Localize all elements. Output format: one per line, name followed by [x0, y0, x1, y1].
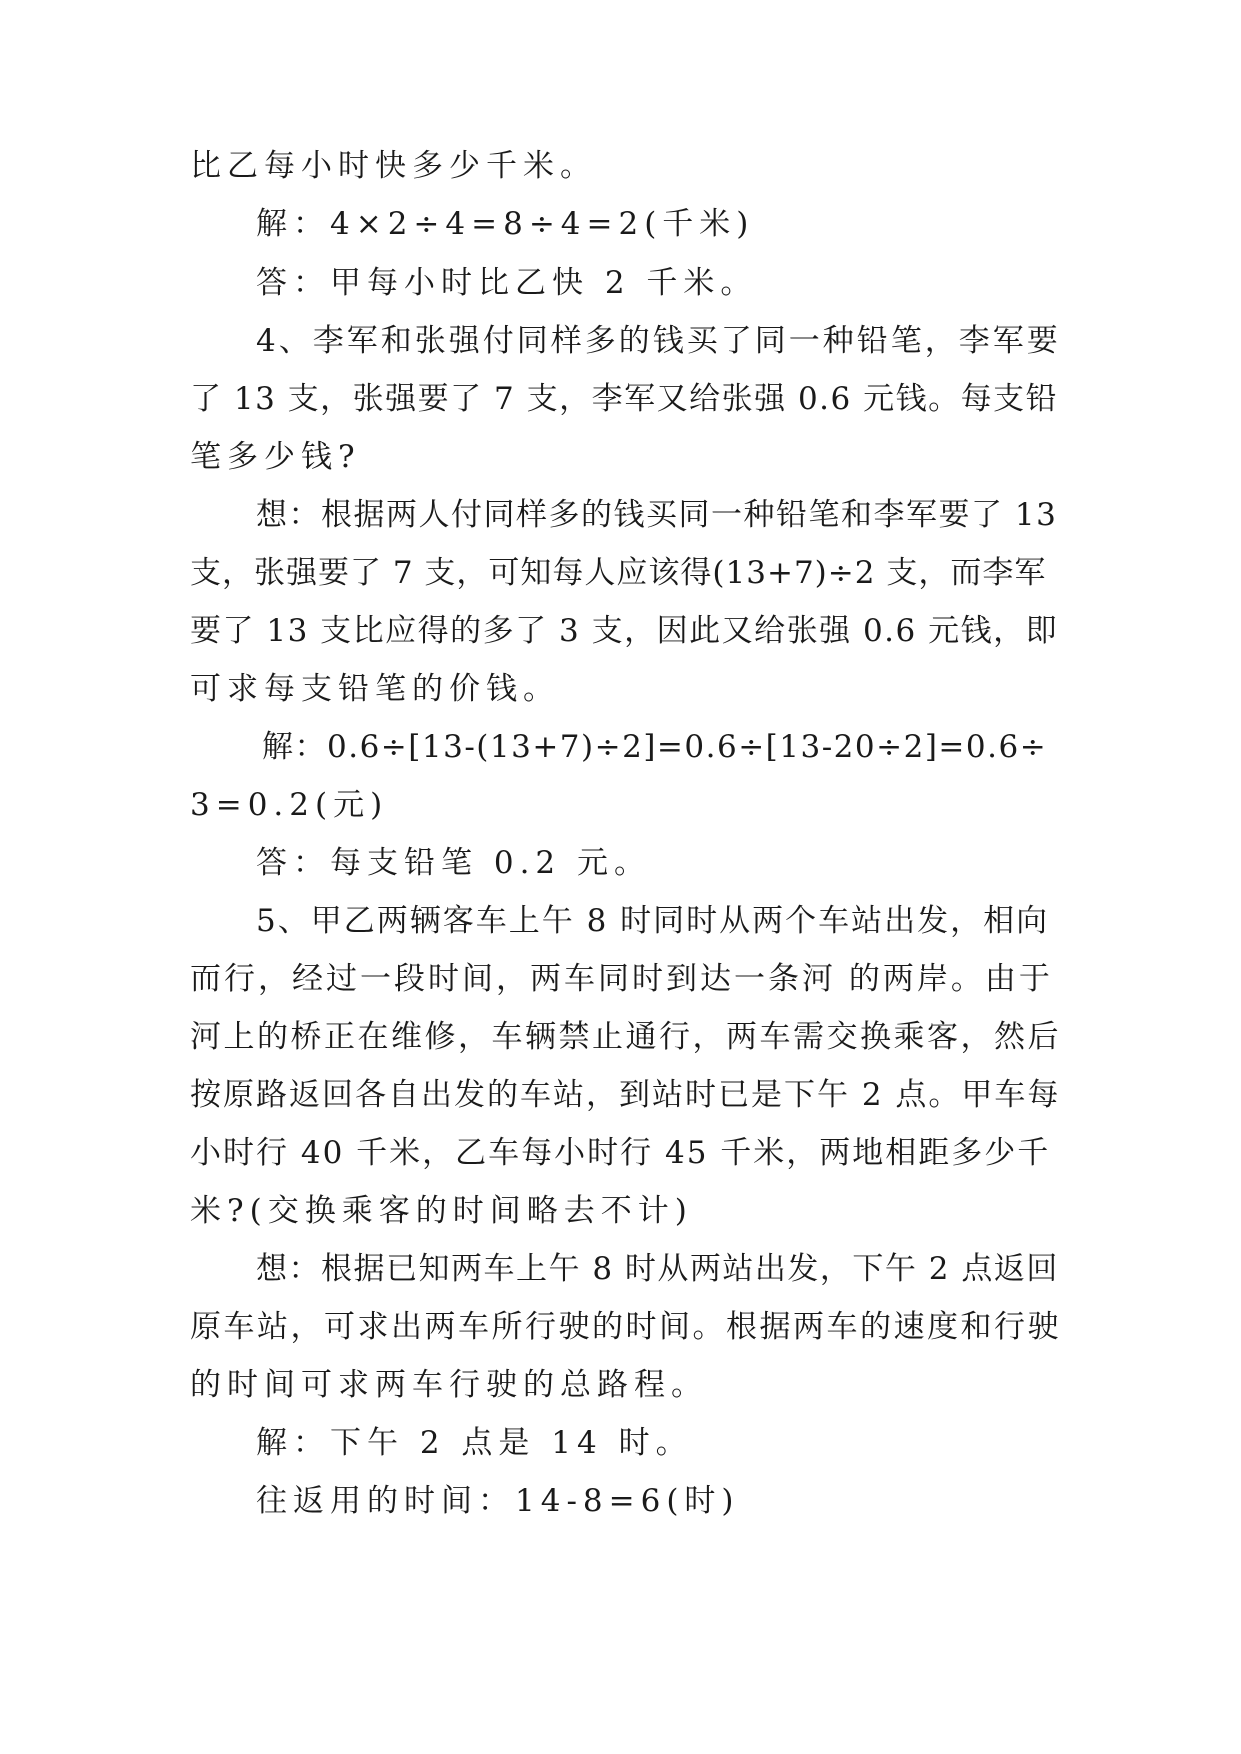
- text-line: 河上的桥正在维修，车辆禁止通行，两车需交换乘客，然后: [190, 1019, 1061, 1055]
- text-line: 往返用的时间：14-8=6(时): [256, 1483, 740, 1519]
- text-line: 比乙每小时快多少千米。: [190, 148, 597, 184]
- text-line: 答：甲每小时比乙快 2 千米。: [256, 265, 758, 301]
- text-line: 解：下午 2 点是 14 时。: [256, 1425, 693, 1461]
- text-line: 5、甲乙两辆客车上午 8 时同时从两个车站出发，相向: [256, 903, 1050, 939]
- text-line: 而行，经过一段时间，两车同时到达一条河 的两岸。由于: [190, 961, 1053, 997]
- text-line: 3=0.2(元): [190, 787, 389, 823]
- text-line: 4、李军和张强付同样多的钱买了同一种铅笔，李军要: [256, 323, 1061, 359]
- text-line: 按原路返回各自出发的车站，到站时已是下午 2 点。甲车每: [190, 1077, 1061, 1113]
- text-line: 了 13 支，张强要了 7 支，李军又给张强 0.6 元钱。每支铅: [190, 381, 1059, 417]
- text-line: 想：根据两人付同样多的钱买同一种铅笔和李军要了 13: [256, 497, 1058, 533]
- text-line: 解：4×2÷4=8÷4=2(千米): [256, 206, 755, 242]
- text-line: 米?(交换乘客的时间略去不计): [190, 1193, 693, 1229]
- text-line: 原车站，可求出两车所行驶的时间。根据两车的速度和行驶: [190, 1309, 1061, 1345]
- text-line: 答：每支铅笔 0.2 元。: [256, 845, 652, 881]
- text-line: 小时行 40 千米，乙车每小时行 45 千米，两地相距多少千: [190, 1135, 1051, 1171]
- text-line: 笔多少钱?: [190, 439, 361, 475]
- text-line: 解：0.6÷[13-(13+7)÷2]=0.6÷[13-20÷2]=0.6÷: [262, 729, 1048, 765]
- text-line: 要了 13 支比应得的多了 3 支，因此又给张强 0.6 元钱，即: [190, 613, 1059, 649]
- text-line: 支，张强要了 7 支，可知每人应该得(13+7)÷2 支，而李军: [190, 555, 1047, 591]
- text-line: 想：根据已知两车上午 8 时从两站出发，下午 2 点返回: [256, 1251, 1059, 1287]
- text-line: 可求每支铅笔的价钱。: [190, 671, 560, 707]
- text-line: 的时间可求两车行驶的总路程。: [190, 1367, 708, 1403]
